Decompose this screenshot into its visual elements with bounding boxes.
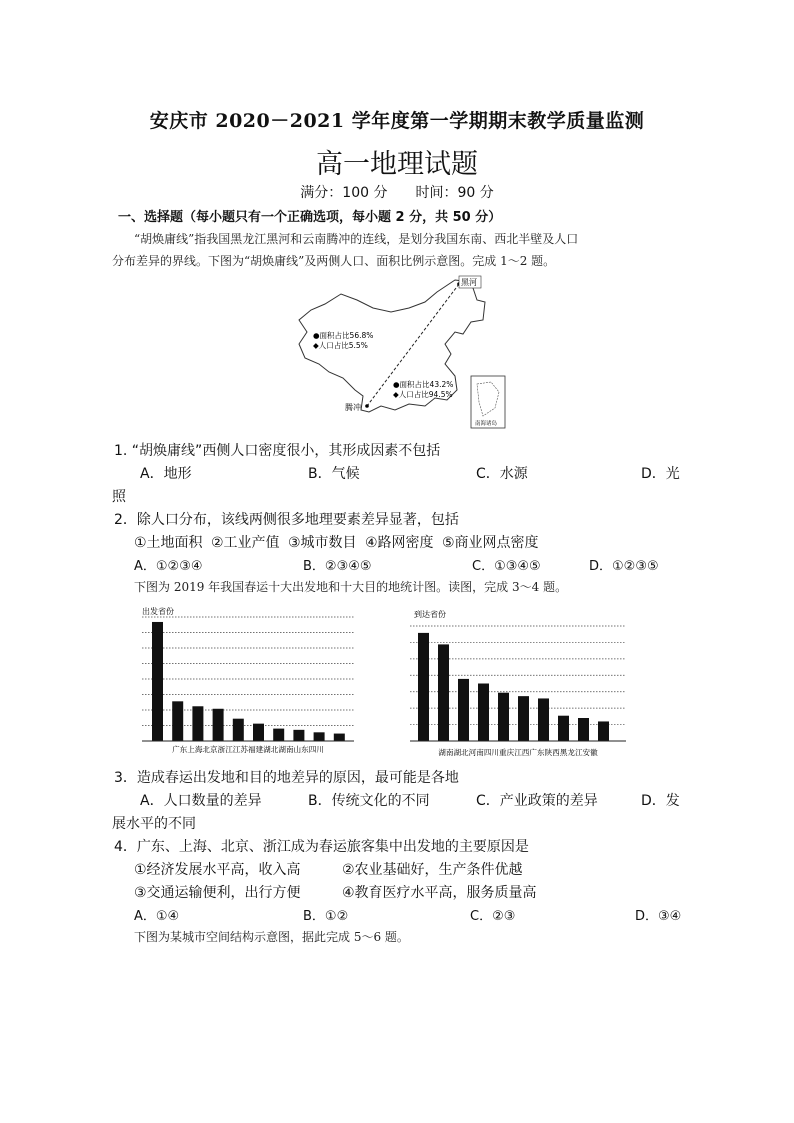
q3-option-d-cont: 展水平的不同 — [112, 816, 196, 832]
chart2-bar-6 — [518, 696, 529, 741]
chart1-bar-7 — [273, 729, 284, 741]
q4-statement-2: ②农业基础好，生产条件优越 — [342, 862, 523, 878]
q2-option-d[interactable]: D．①②③⑤ — [589, 559, 659, 574]
time-text: 时间：90 分 — [415, 185, 494, 201]
arrival-bar-chart — [406, 603, 630, 763]
q4-stem: 4．广东、上海、北京、浙江成为春运旅客集中出发地的主要原因是 — [114, 839, 529, 855]
q1-stem: 1. “胡焕庸线”西侧人口密度很小，其形成因素不包括 — [114, 443, 441, 459]
chart1-bar-1 — [152, 622, 163, 741]
east-area-label: ●面积占比43.2% — [393, 380, 454, 389]
q1-option-b[interactable]: B．气候 — [308, 466, 360, 482]
q1-option-a[interactable]: A．地形 — [140, 466, 192, 482]
chart1-bar-5 — [233, 719, 244, 741]
exam-header: 安庆市 2020－2021 学年度第一学期期末教学质量监测 — [149, 110, 645, 132]
section-heading: 一、选择题（每小题只有一个正确选项，每小题 2 分，共 50 分） — [118, 210, 502, 225]
q2-stem: 2．除人口分布，该线两侧很多地理要素差异显著，包括 — [114, 512, 459, 528]
label-heihe: 黑河 — [461, 278, 477, 287]
chart2-bar-7 — [538, 698, 549, 741]
chart1-categories: 广东上海北京浙江江苏福建湖北湖南山东四川 — [172, 745, 324, 754]
chart2-bar-3 — [458, 679, 469, 741]
chart1-bar-4 — [213, 709, 224, 741]
departure-bar-chart — [136, 600, 358, 760]
chart2-bar-2 — [438, 644, 449, 741]
q4-option-b[interactable]: B．①② — [303, 909, 349, 924]
q4-option-a[interactable]: A．①④ — [134, 909, 180, 924]
chart2-bar-4 — [478, 684, 489, 742]
exam-info — [0, 182, 794, 202]
page-title: 高一地理试题 — [316, 149, 478, 180]
q4-statement-1: ①经济发展水平高，收入高 — [134, 862, 301, 878]
west-pop-label: ◆人口占比5.5% — [313, 341, 368, 350]
q4-statement-3: ③交通运输便利，出行方便 — [134, 885, 301, 901]
chart1-bar-2 — [172, 701, 183, 741]
label-tengchong: 腾冲 — [345, 403, 361, 412]
q1-option-c[interactable]: C．水源 — [476, 466, 528, 482]
chart1-bar-8 — [293, 730, 304, 741]
chart2-title: 到达省份 — [414, 610, 446, 619]
chart2-bar-9 — [578, 718, 589, 741]
east-pop-label: ◆人口占比94.5% — [393, 390, 453, 399]
q2-items: ①土地面积 ②工业产值 ③城市数目 ④路网密度 ⑤商业网点密度 — [134, 535, 539, 551]
chart2-bar-1 — [418, 633, 429, 741]
chart1-bar-10 — [334, 734, 345, 741]
chart2-categories: 湖南湖北河南四川重庆江西广东陕西黑龙江安徽 — [438, 748, 598, 757]
q3-stem: 3．造成春运出发地和目的地差异的原因，最可能是各地 — [114, 770, 459, 786]
tengchong-dot — [365, 404, 369, 408]
chart2-bar-10 — [598, 721, 609, 741]
next-intro: 下图为某城市空间结构示意图，据此完成 5～6 题。 — [134, 930, 409, 944]
q1-option-d[interactable]: D．光 — [641, 466, 680, 482]
chart2-bar-8 — [558, 716, 569, 741]
chart-intro: 下图为 2019 年我国春运十大出发地和十大目的地统计图。读图，完成 3～4 题。 — [134, 580, 568, 594]
chart1-bar-6 — [253, 724, 264, 741]
intro-line-2: 分布差异的界线。下图为“胡焕庸线”及两侧人口、面积比例示意图。完成 1～2 题。 — [112, 254, 556, 268]
q3-option-c[interactable]: C．产业政策的差异 — [476, 793, 598, 809]
chart2-bar-5 — [498, 693, 509, 741]
q4-statement-4: ④教育医疗水平高，服务质量高 — [342, 885, 537, 901]
q2-option-a[interactable]: A．①②③④ — [134, 559, 203, 574]
west-area-label: ●面积占比56.8% — [313, 331, 374, 340]
chart1-bar-9 — [314, 732, 325, 741]
hu-line-map — [285, 272, 515, 432]
q2-option-c[interactable]: C．①③④⑤ — [472, 559, 541, 574]
q3-option-b[interactable]: B．传统文化的不同 — [308, 793, 430, 809]
q4-option-d[interactable]: D．③④ — [635, 909, 682, 924]
q1-option-d-cont: 照 — [112, 489, 126, 505]
inset-label: 南海诸岛 — [475, 421, 498, 427]
score-text: 满分：100 分 — [300, 185, 388, 201]
intro-line-1: “胡焕庸线”指我国黑龙江黑河和云南腾冲的连线，是划分我国东南、西北半壁及人口 — [134, 232, 579, 246]
q3-option-d[interactable]: D．发 — [641, 793, 680, 809]
chart1-bar-3 — [192, 706, 203, 741]
q4-option-c[interactable]: C．②③ — [470, 909, 516, 924]
q2-option-b[interactable]: B．②③④⑤ — [303, 559, 372, 574]
q3-option-a[interactable]: A．人口数量的差异 — [140, 793, 262, 809]
chart1-title: 出发省份 — [142, 607, 174, 616]
